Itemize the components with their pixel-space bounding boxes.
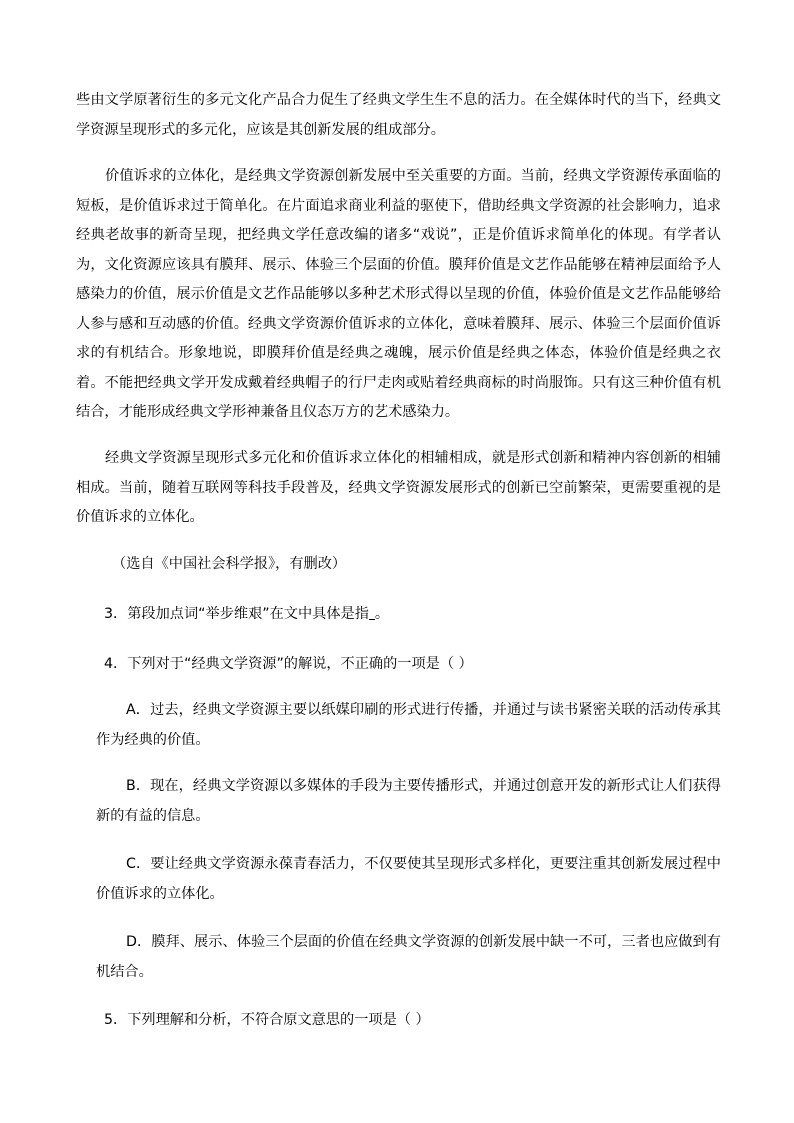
question-3 bbox=[104, 600, 714, 630]
question-4-option-b[interactable]: B．现在，经典文学资源以多媒体的手段为主要传播形式，并通过创意开发的新形式让人们获得新的有益的信息。 bbox=[96, 778, 721, 824]
paragraph-value-pursuit: 价值诉求的立体化，是经典文学资源创新发展中至关重要的方面。当前，经典文学资源传承面临的短板，是价值诉求过于简单化。在片面追求商业利益的驱使下，借助经典文学资源的社会影响力，追求经典老故事的新奇呈现，把经典文学任意改编的诸多“戏说”，正是价值诉求简单化的体现。有学者认为，文化资源应该具有膜拜、展示、体验三个层面的价值。膜拜价值是文艺作品能够在精神层面给予人感染力的价值，展示价值是文艺作品能够以多种艺术形式得以呈现的价值，体验价值是文艺作品能够给人参与感和互动感的价值。经典文学资源价值诉求的立体化，意味着膜拜、展示、体验三个层面价值诉求的有机结合。形象地说，即膜拜价值是经典之魂魄，展示价值是经典之体态，体验价值是经典之衣着。不能把经典文学开发成戴着经典帽子的行尸走肉或贴着经典商标的时尚服饰。只有这三种价值有机结合，才能形成经典文学形神兼备且仪态万方的艺术感染力。 bbox=[76, 168, 721, 420]
question-4-option-a[interactable]: A．过去，经典文学资源主要以纸媒印刷的形式进行传播，并通过与读书紧密关联的活动传承其作为经典的价值。 bbox=[96, 702, 721, 748]
source-citation: （选自《中国社会科学报》，有删改） bbox=[112, 556, 347, 572]
question-4-option-c[interactable]: C．要让经典文学资源永葆青春活力，不仅要使其呈现形式多样化，更要注重其创新发展过程中价值诉求的立体化。 bbox=[96, 856, 721, 902]
question-5: 5．下列理解和分析，不符合原文意思的一项是（ ） bbox=[104, 1012, 430, 1028]
question-4: 4．下列对于“经典文学资源”的解说，不正确的一项是（ ） bbox=[104, 656, 473, 672]
question-3-text: 3．第段加点词“举步维艰”在文中具体是指 bbox=[104, 606, 369, 622]
paragraph-complement: 经典文学资源呈现形式多元化和价值诉求立体化的相辅相成，就是形式创新和精神内容创新的相辅相成。当前，随着互联网等科技手段普及，经典文学资源发展形式的创新已空前繁荣，更需要重视的是价值诉求的立体化。 bbox=[76, 450, 721, 525]
question-4-option-d[interactable]: D．膜拜、展示、体验三个层面的价值在经典文学资源的创新发展中缺一不可，三者也应做到有机结合。 bbox=[96, 934, 721, 980]
paragraph-continuation: 些由文学原著衍生的多元文化产品合力促生了经典文学生生不息的活力。在全媒体时代的当下，经典文学资源呈现形式的多元化，应该是其创新发展的组成部分。 bbox=[76, 92, 721, 138]
question-3-end: 。 bbox=[374, 606, 390, 622]
